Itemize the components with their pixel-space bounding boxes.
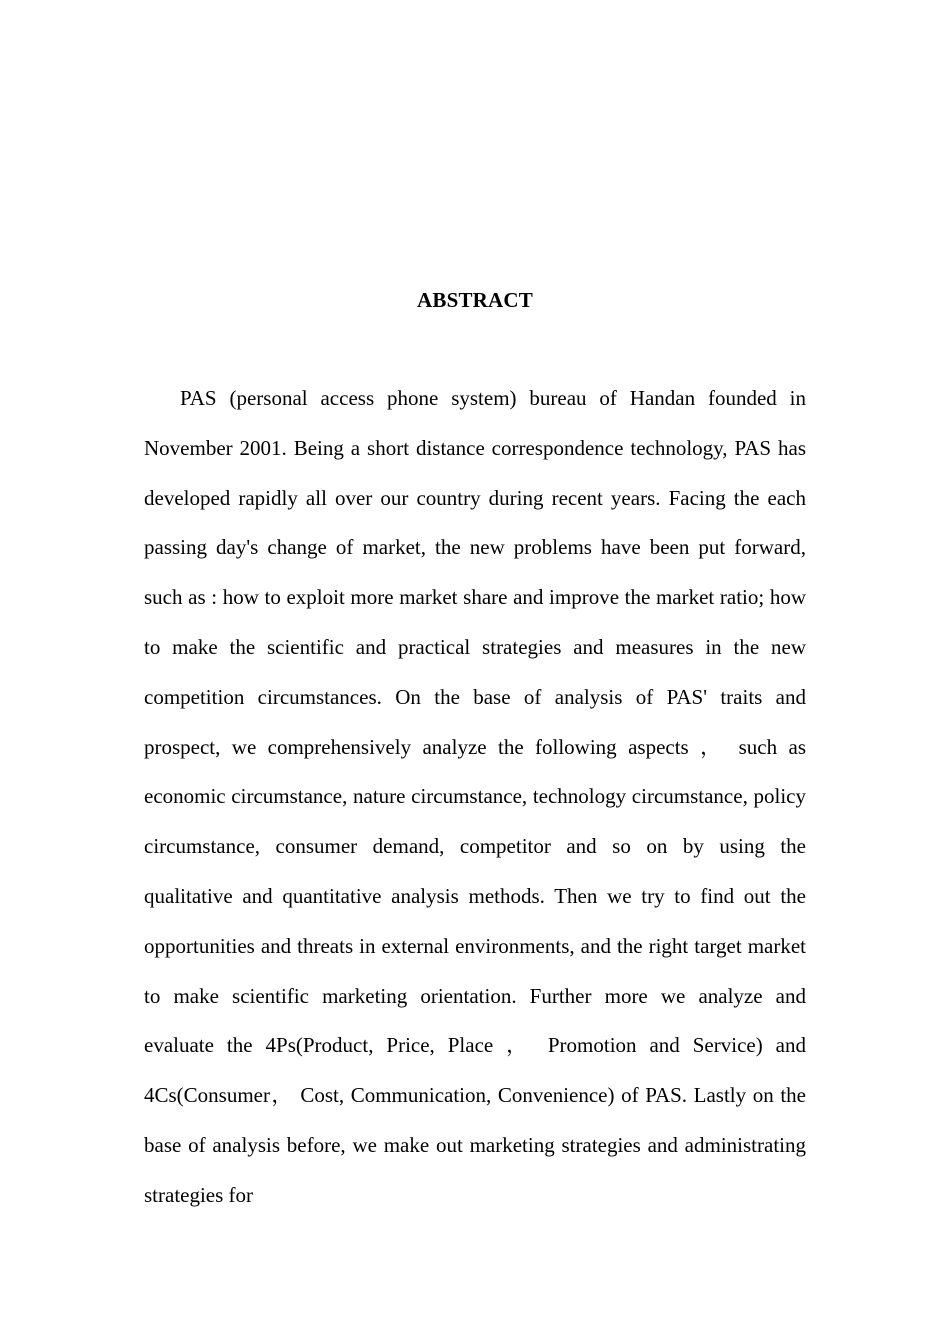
abstract-heading: ABSTRACT <box>417 288 533 312</box>
abstract-paragraph: PAS (personal access phone system) bureau of Handan founded in November 2001. Being a short distance correspondence technology, PAS has developed rapidly all over our country during recent years. Facing the each passing day's change of market, the new problems have been put forward, such as : how to exploit more market share and improve the market ratio; how to make the scientific and practical strategies and measures in the new competition circumstances. On the base of analysis of PAS' traits and prospect, we comprehensively analyze the following aspects ， such as economic circumstance, nature circumstance, technology circumstance, policy circumstance, consumer demand, competitor and so on by using the qualitative and quantitative analysis methods. Then we try to find out the opportunities and threats in external environments, and the right target market to make scientific marketing orientation. Further more we analyze and evaluate the 4Ps(Product, Price, Place ， Promotion and Service) and 4Cs(Consumer， Cost, Communication, Convenience) of PAS. Lastly on the base of analysis before, we make out marketing strategies and administrating strategies for <box>144 386 806 1207</box>
